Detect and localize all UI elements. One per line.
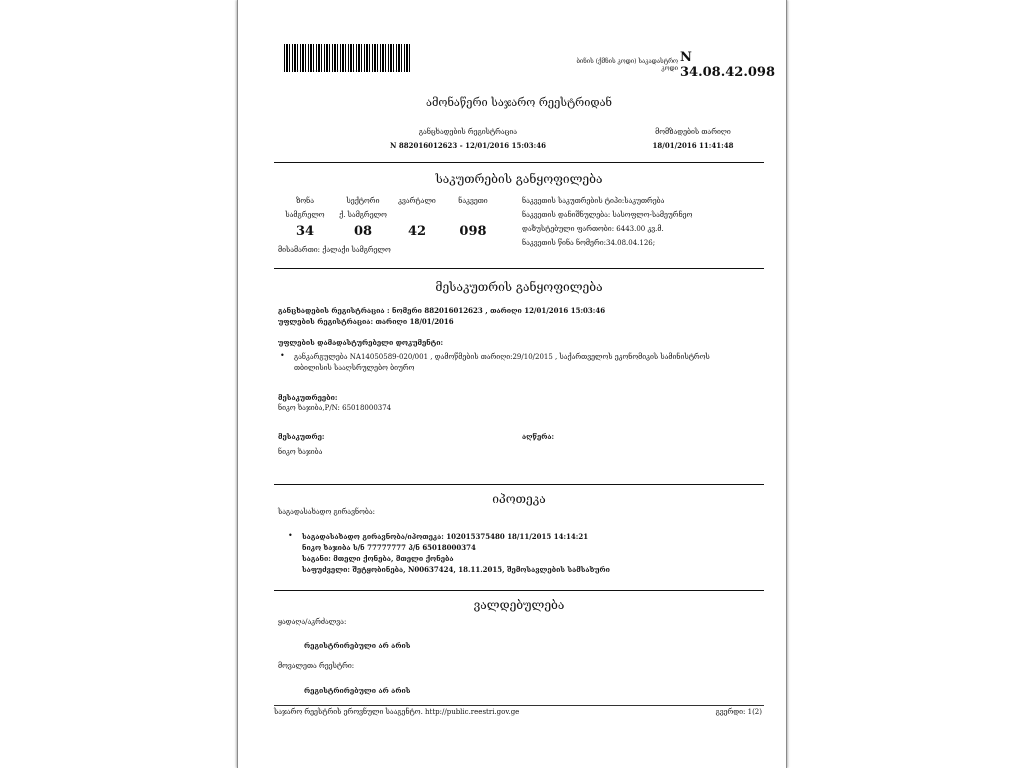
zone-sub: სამგრელო — [285, 211, 325, 219]
owner-registration: განცხადების რეგისტრაცია : ნომერი 882016012623 , თარიღი 12/01/2016 15:03:46 — [278, 306, 606, 315]
sector-sub: ქ. სამგრელო — [339, 211, 387, 219]
mortgage-line: საგადასახადო გირავნობა/იპოთეკა: 102015375480 18/11/2015 14:14:21 — [302, 532, 589, 541]
mortgage-subject-label: საგადასახადო გირავნობა: — [278, 508, 376, 516]
page-number: გვერდი: 1(2) — [715, 708, 762, 716]
document-page — [237, 0, 787, 768]
divider — [274, 268, 764, 269]
bullet-icon: • — [288, 531, 293, 540]
debtor-label: მოვალეთა რეესტრი: — [278, 662, 355, 670]
divider — [274, 590, 764, 591]
quarter-header: კვარტალი — [398, 197, 436, 205]
mortgage-section-title: იპოთეკა — [492, 492, 546, 506]
property-detail: ნაკვეთის დანიშნულება: სასოფლო-სამეურნეო — [522, 211, 693, 219]
parcel-value: 098 — [459, 224, 487, 239]
mortgage-line: საფუძველი: შეტყობინება, N00637424, 18.11.2015, შემოსავლების სამსახური — [302, 565, 610, 574]
application-value: N 882016012623 - 12/01/2016 15:03:46 — [390, 141, 546, 150]
quarter-value: 42 — [407, 224, 427, 239]
owner-value: ნიკო ხაჯიბა — [278, 448, 323, 456]
cadastral-number: N 34.08.42.098 — [680, 50, 775, 80]
footer-agency: საჯარო რეესტრის ეროვნული სააგენტო. http://public.reestri.gov.ge — [274, 708, 520, 716]
sector-value: 08 — [353, 224, 373, 239]
bullet-icon: • — [280, 351, 285, 360]
mortgage-line: საგანი: მთელი ქონება, მთელი ქონება — [302, 554, 454, 563]
application-label: განცხადების რეგისტრაცია — [418, 128, 518, 136]
description-label: აღწერა: — [522, 432, 555, 441]
debtor-value: რეგისტრირებული არ არის — [304, 686, 411, 695]
divider — [274, 484, 764, 485]
owner-doc-line: თბილისის სააღსრულებო ბიურო — [294, 364, 415, 372]
owners-label: მესაკუთრეები: — [278, 393, 338, 402]
property-detail: დაზუსტებული ფართობი: 6443.00 კვ.მ. — [522, 225, 664, 233]
parcel-header: ნაკვეთი — [458, 197, 488, 205]
prepared-label: მომზადების თარიღი — [655, 128, 731, 136]
owner-doc-line: განკარგულება NA14050589-020/001 , დამოწმების თარიღი:29/10/2015 , საქართველოს ეკონომიკის სამინისტროს — [294, 353, 710, 361]
seizure-value: რეგისტრირებული არ არის — [304, 641, 411, 650]
zone-value: 34 — [295, 224, 315, 239]
property-address: მისამართი: ქალაქი სამგრელო — [278, 246, 391, 254]
owner-section-title: მესაკუთრის განყოფილება — [435, 280, 603, 294]
prepared-value: 18/01/2016 11:41:48 — [652, 141, 734, 150]
ref-caption: ბინის (ქმნის კოდი) საკადასტრო კოდი — [576, 58, 678, 72]
divider — [274, 162, 764, 163]
footer-divider — [274, 705, 764, 706]
owner-docs-label: უფლების დამადასტურებელი დოკუმენტი: — [278, 338, 444, 347]
property-detail: ნაკვეთის საკუთრების ტიპი:საკუთრება — [522, 197, 665, 205]
owners-value: ნიკო ხაჯიბა,P/N: 65018000374 — [278, 404, 392, 412]
owner-right-date: უფლების რეგისტრაცია: თარიღი 18/01/2016 — [278, 317, 454, 326]
debts-section-title: ვალდებულება — [473, 598, 565, 612]
owner-label: მესაკუთრე: — [278, 432, 325, 441]
zone-header: ზონა — [296, 197, 314, 205]
barcode — [284, 44, 410, 72]
property-section-title: საკუთრების განყოფილება — [435, 172, 603, 186]
mortgage-line: ნიკო ხაჯიბა ს/ნ 77777777 პ/ნ 65018000374 — [302, 543, 476, 552]
property-detail: ნაკვეთის წინა ნომერი:34.08.04.126; — [522, 239, 656, 247]
seizure-label: ყადაღა/აკრძალვა: — [278, 618, 347, 626]
sector-header: სექტორი — [346, 197, 380, 205]
agency-title: ამონაწერი საჯარო რეესტრიდან — [426, 96, 612, 109]
